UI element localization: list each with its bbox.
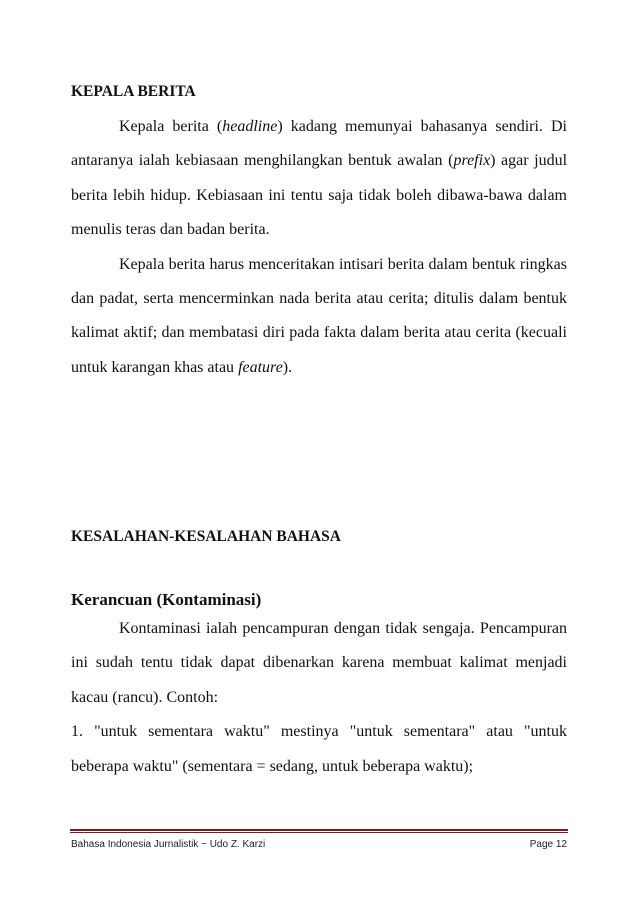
footer-rule-thin <box>70 832 568 833</box>
paragraph-kontaminasi: Kontaminasi ialah pencampuran dengan tidak sengaja. Pencampuran ini sudah tentu tidak dapat dibenarkan karena membuat kalimat menjadi kacau (rancu). Contoh: <box>71 620 567 706</box>
subheading-kerancuan: Kerancuan (Kontaminasi) <box>71 590 262 609</box>
example-item-1: 1. "untuk sementara waktu" mestinya "untuk sementara" atau "untuk beberapa waktu" (sementara = sedang, untuk beberapa waktu); <box>71 723 567 775</box>
section1-body <box>71 110 567 385</box>
paragraph-intisari: Kepala berita harus menceritakan intisari berita dalam bentuk ringkas dan padat, serta mencerminkan nada berita atau cerita; ditulis dalam bentuk kalimat aktif; dan membatasi diri pada fakta dalam berita atau cerita (kecuali untuk karangan khas atau feature). <box>71 255 567 376</box>
section-heading-kepala-berita: KEPALA BERITA <box>71 83 196 100</box>
section-heading-kesalahan-bahasa: KESALAHAN-KESALAHAN BAHASA <box>71 528 342 545</box>
footer-title: Bahasa Indonesia Jurnalistik ~ Udo Z. Karzi <box>71 839 266 850</box>
section2-body <box>71 612 567 784</box>
page-number: Page 12 <box>529 839 567 850</box>
page-footer <box>71 839 567 850</box>
paragraph-headline: Kepala berita (headline) kadang memunyai bahasanya sendiri. Di antaranya ialah kebiasaan menghilangkan bentuk awalan (prefix) agar judul berita lebih hidup. Kebiasaan ini tentu saja tidak boleh dibawa-bawa dalam menulis teras dan badan berita. <box>71 118 568 239</box>
footer-rule <box>70 829 568 831</box>
